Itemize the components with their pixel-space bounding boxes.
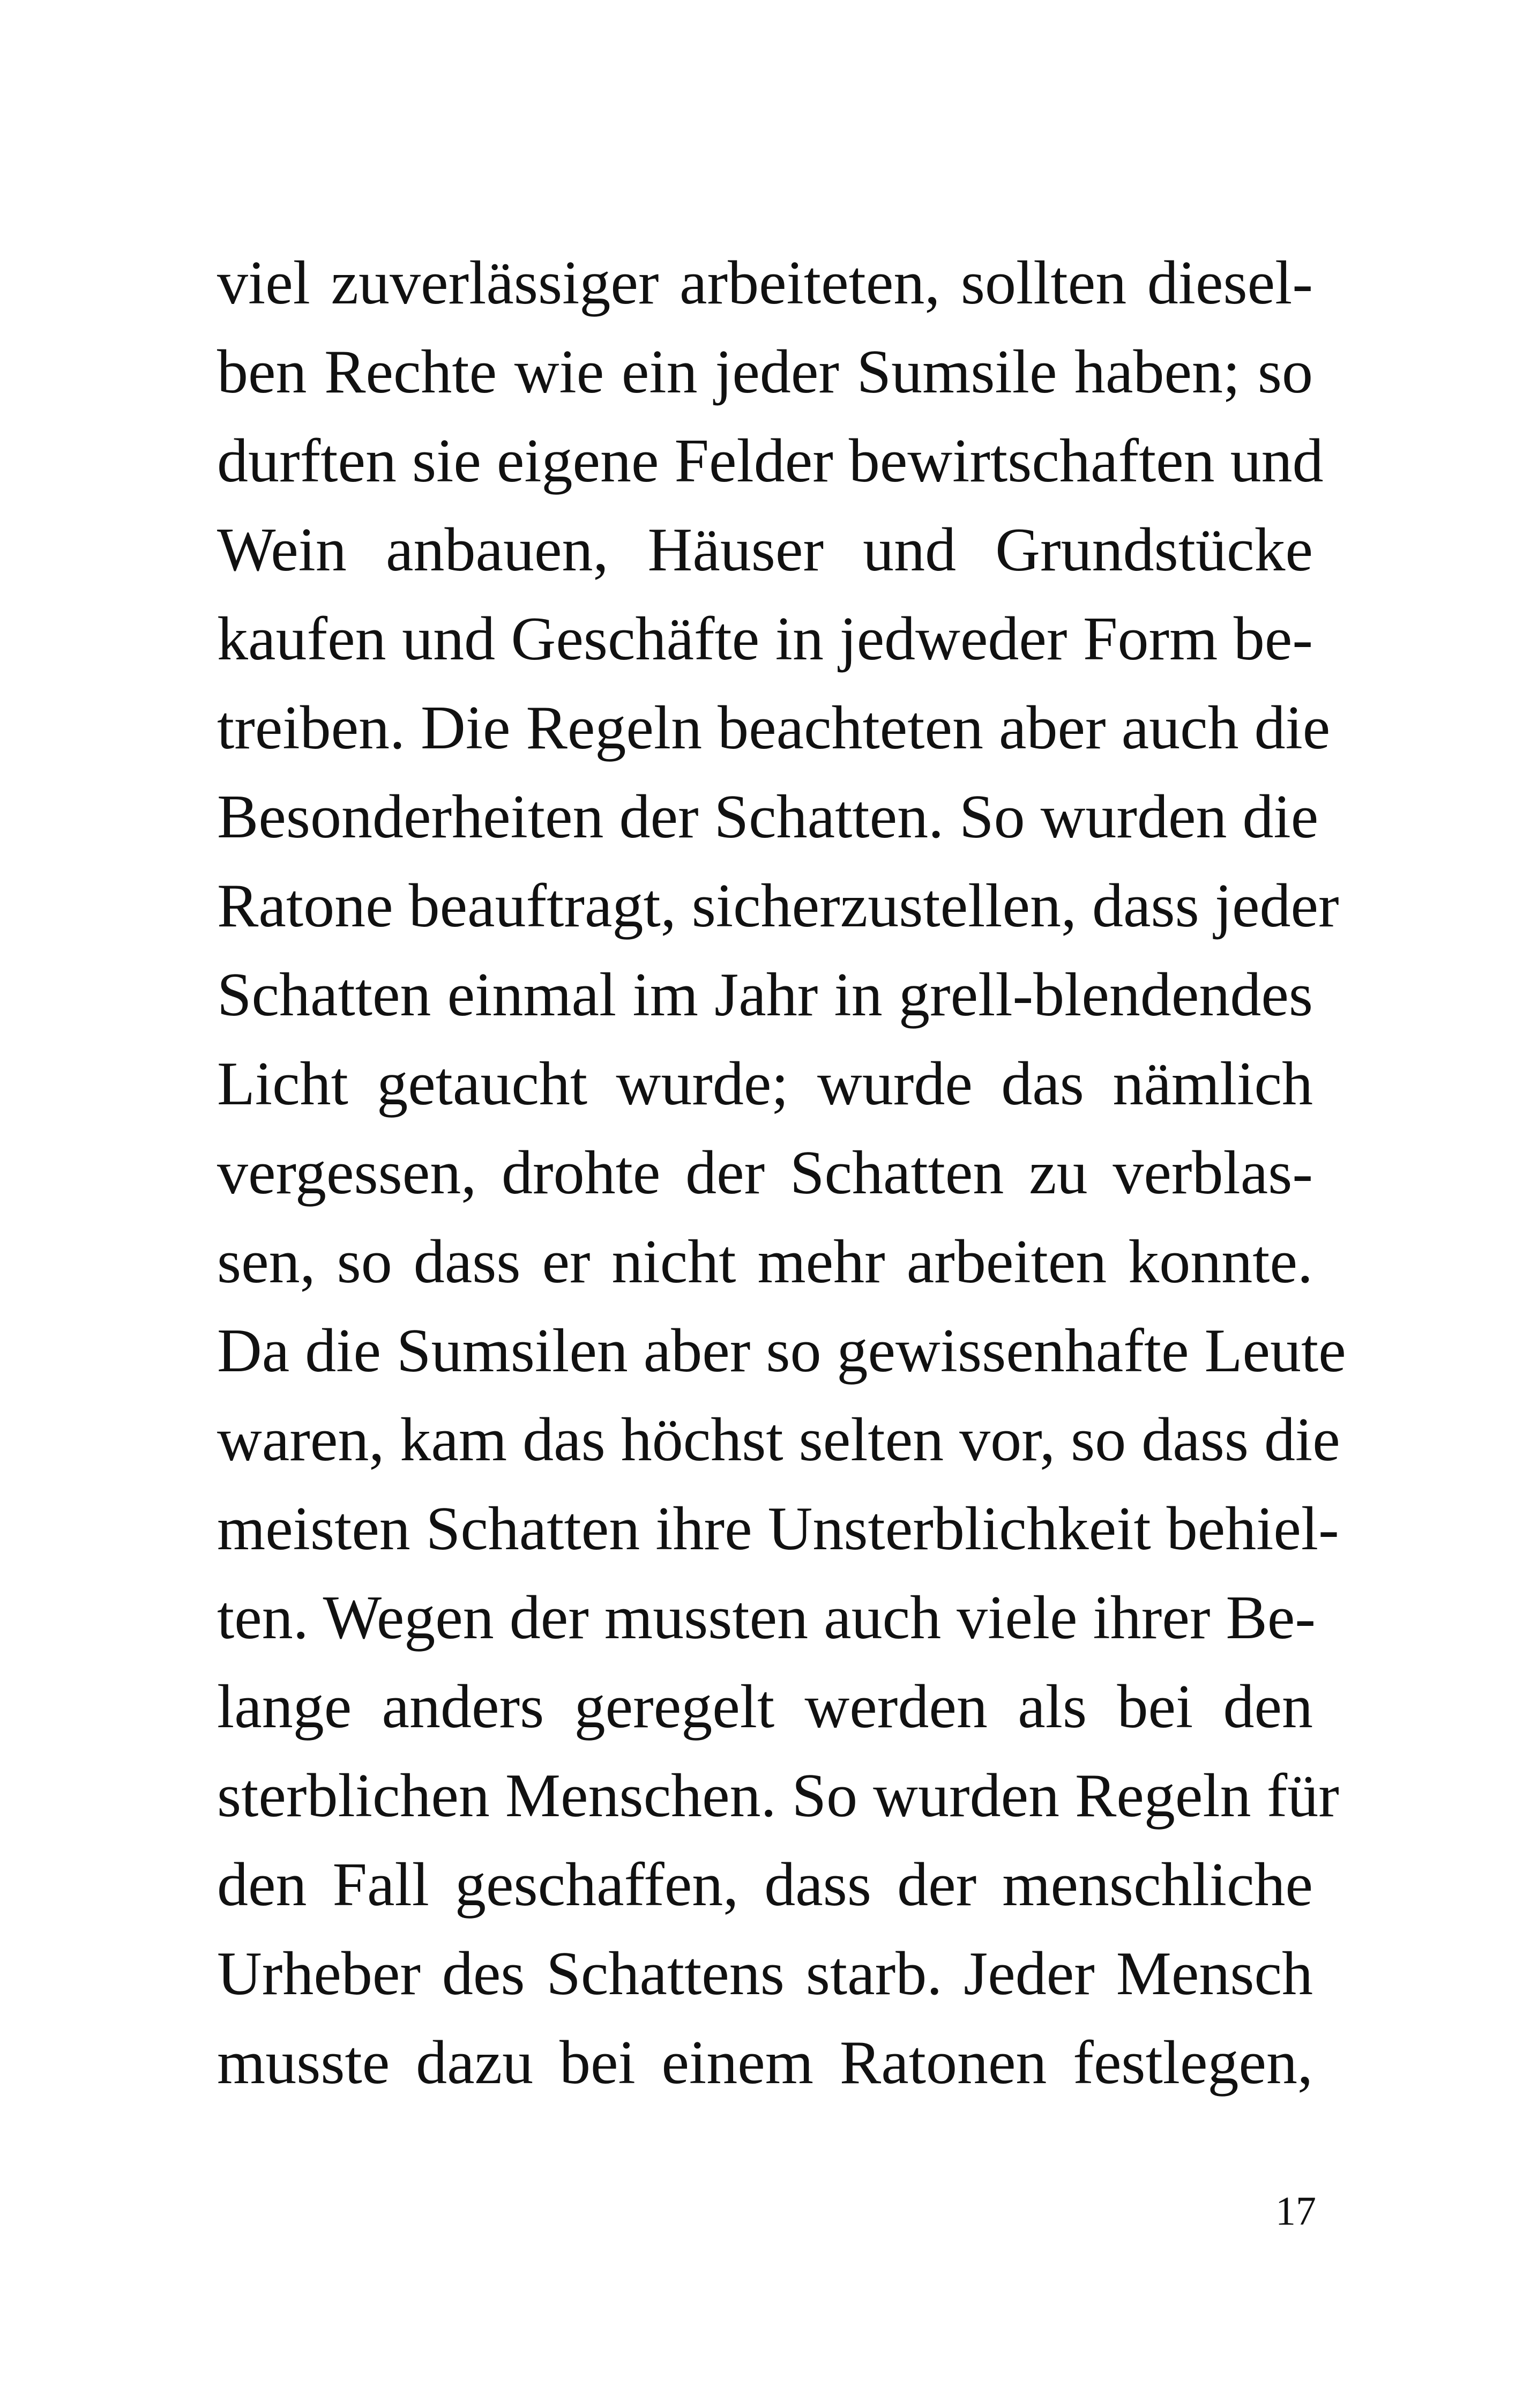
text-line: lange anders geregelt werden als bei den — [217, 1673, 1313, 1741]
page-number: 17 — [1275, 2189, 1316, 2234]
text-line: ten. Wegen der mussten auch viele ihrer Be- — [217, 1584, 1316, 1652]
text-line: Schatten einmal im Jahr in grell-blendendes — [217, 961, 1313, 1029]
body-text — [217, 239, 1346, 2107]
text-line: kaufen und Geschäfte in jedweder Form be- — [217, 605, 1313, 673]
text-line: Wein anbauen, Häuser und Grundstücke — [217, 516, 1313, 584]
text-line: durften sie eigene Felder bewirtschaften und — [217, 427, 1324, 495]
text-line: meisten Schatten ihre Unsterblichkeit behiel- — [217, 1495, 1339, 1563]
text-line: vergessen, drohte der Schatten zu verblas- — [217, 1139, 1313, 1207]
text-line: sen, so dass er nicht mehr arbeiten konnte. — [217, 1228, 1313, 1296]
text-line: viel zuverlässiger arbeiteten, sollten diesel- — [217, 249, 1313, 317]
text-line: waren, kam das höchst selten vor, so dass die — [217, 1406, 1340, 1474]
text-line: Urheber des Schattens starb. Jeder Mensch — [217, 1939, 1313, 2008]
text-line: Da die Sumsilen aber so gewissenhafte Leute — [217, 1317, 1346, 1385]
text-line: Besonderheiten der Schatten. So wurden die — [217, 783, 1319, 851]
text-line: Licht getaucht wurde; wurde das nämlich — [217, 1050, 1313, 1118]
text-line: den Fall geschaffen, dass der menschliche — [217, 1850, 1313, 1919]
text-line: musste dazu bei einem Ratonen festlegen, — [217, 2028, 1313, 2097]
text-line: treiben. Die Regeln beachteten aber auch die — [217, 694, 1331, 762]
text-line: Ratone beauftragt, sicherzustellen, dass jeder — [217, 872, 1339, 940]
text-line: sterblichen Menschen. So wurden Regeln für — [217, 1762, 1339, 1830]
text-line: ben Rechte wie ein jeder Sumsile haben; so — [217, 338, 1313, 406]
